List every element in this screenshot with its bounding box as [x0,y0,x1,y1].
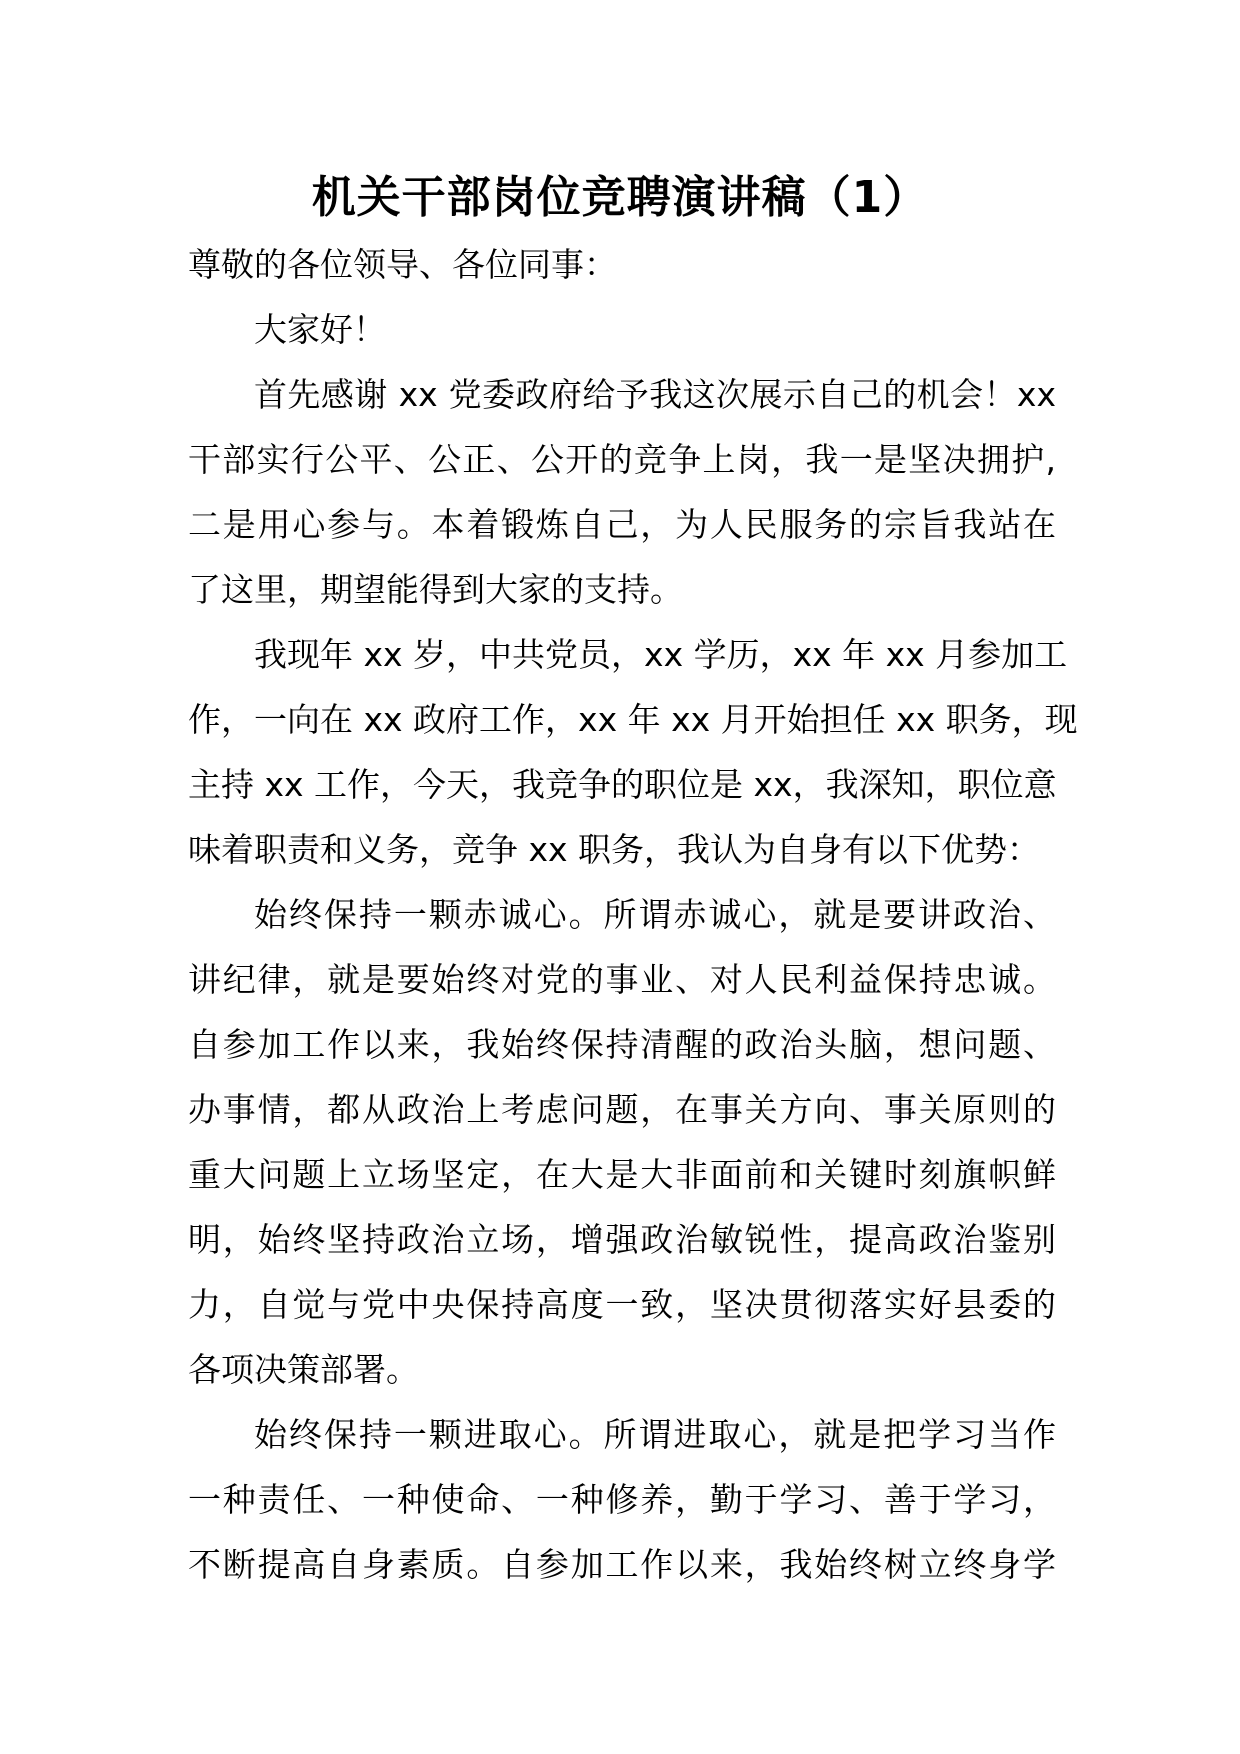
text-line: 大家好！ [254,310,386,349]
text-line: 力，自觉与党中央保持高度一致，坚决贯彻落实好县委的 [188,1285,1056,1324]
text-line: 重大问题上立场坚定，在大是大非面前和关键时刻旗帜鲜 [188,1155,1056,1194]
text-line: 味着职责和义务，竞争 xx 职务，我认为自身有以下优势： [188,830,1041,869]
text-line: 始终保持一颗赤诚心。所谓赤诚心，就是要讲政治、 [254,895,1056,934]
text-line: 首先感谢 xx 党委政府给予我这次展示自己的机会！xx [254,375,1056,414]
text-line: 讲纪律，就是要始终对党的事业、对人民利益保持忠诚。 [188,960,1056,999]
text-line: 干部实行公平、公正、公开的竞争上岗，我一是坚决拥护, [188,440,1056,479]
text-line: 我现年 xx 岁，中共党员，xx 学历，xx 年 xx 月参加工 [254,635,1068,674]
text-line: 各项决策部署。 [188,1350,419,1389]
text-line: 始终保持一颗进取心。所谓进取心，就是把学习当作 [254,1415,1056,1454]
text-line: 明，始终坚持政治立场，增强政治敏锐性，提高政治鉴别 [188,1220,1056,1259]
text-line: 尊敬的各位领导、各位同事： [188,245,617,284]
text-line: 作，一向在 xx 政府工作，xx 年 xx 月开始担任 xx 职务，现 [188,700,1078,739]
text-line: 主持 xx 工作，今天，我竞争的职位是 xx，我深知，职位意 [188,765,1057,804]
text-line: 二是用心参与。本着锻炼自己，为人民服务的宗旨我站在 [188,505,1056,544]
text-line: 办事情，都从政治上考虑问题，在事关方向、事关原则的 [188,1090,1056,1129]
text-line: 不断提高自身素质。自参加工作以来，我始终树立终身学 [188,1545,1056,1584]
text-line: 自参加工作以来，我始终保持清醒的政治头脑，想问题、 [188,1025,1056,1064]
text-line: 了这里，期望能得到大家的支持。 [188,570,683,609]
text-line: 一种责任、一种使命、一种修养，勤于学习、善于学习， [188,1480,1056,1519]
document-body [188,232,1078,1597]
document-title: 机关干部岗位竞聘演讲稿（1） [311,172,929,223]
